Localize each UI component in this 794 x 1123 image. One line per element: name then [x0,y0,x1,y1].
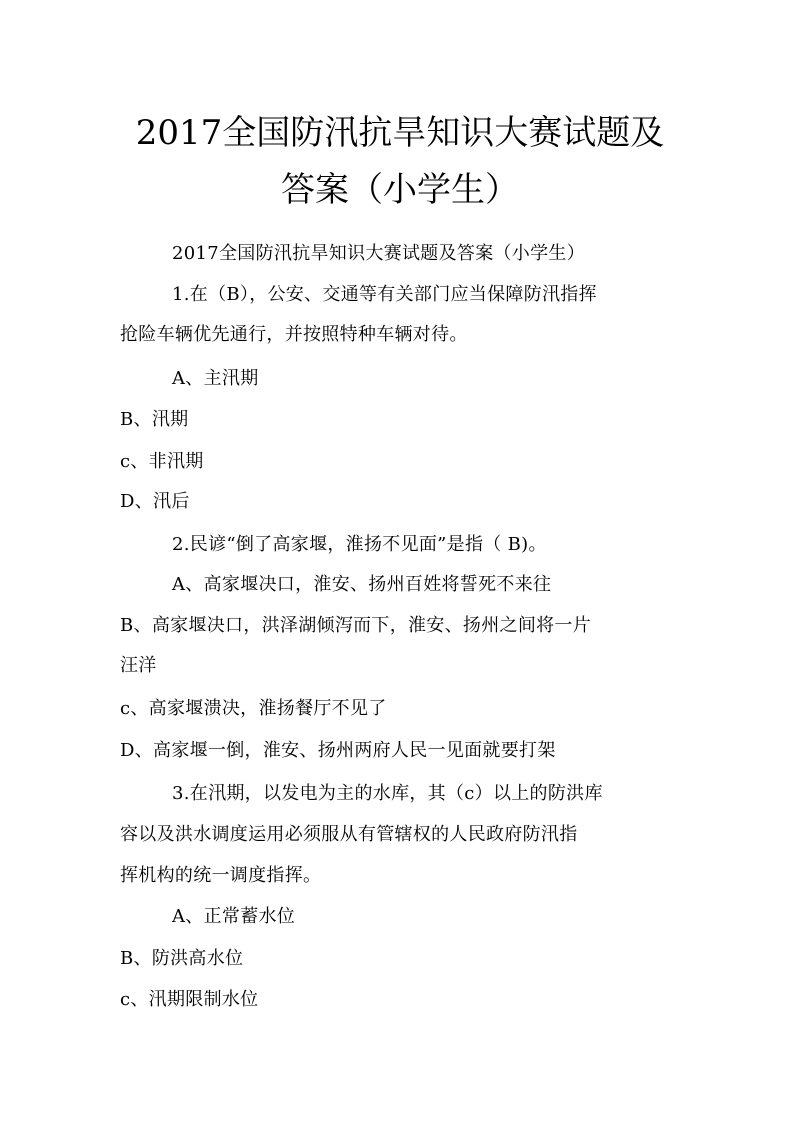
question-1-option-a: A、主汛期 [172,368,259,389]
question-2-text-line-1: 2.民谚“倒了高家堰，淮扬不见面”是指（ B)。 [172,534,547,555]
document-title-line-1: 2017全国防汛抗旱知识大赛试题及 [135,113,665,153]
question-3-text-line-3: 挥机构的统一调度指挥。 [120,865,322,886]
question-1-option-d: D、汛后 [120,491,190,512]
question-3-option-a: A、正常蓄水位 [172,906,296,927]
document-subtitle: 2017全国防汛抗旱知识大赛试题及答案（小学生） [172,243,586,264]
question-3-option-c: c、汛期限制水位 [120,989,259,1010]
question-2-option-b-cont: 汪洋 [120,655,157,676]
question-2-option-a: A、高家堰决口，淮安、扬州百姓将誓死不来往 [172,574,552,595]
question-3-text-line-1: 3.在汛期，以发电为主的水库，其（c）以上的防洪库 [172,783,603,804]
question-2-option-d: D、高家堰一倒，淮安、扬州两府人民一见面就要打架 [120,740,556,761]
question-3-option-b: B、防洪高水位 [120,948,244,969]
question-3-text-line-2: 容以及洪水调度运用必须服从有管辖权的人民政府防汛指 [120,824,578,845]
question-2-option-c: c、高家堰溃决，淮扬餐厅不见了 [120,698,387,719]
question-1-option-c: c、非汛期 [120,451,204,472]
question-1-text-line-2: 抢险车辆优先通行，并按照特种车辆对待。 [120,324,468,345]
question-2-option-b: B、高家堰决口，洪泽湖倾泻而下，淮安、扬州之间将一片 [120,615,592,636]
document-title-line-2: 答案（小学生） [281,170,519,210]
question-1-text-line-1: 1.在（B），公安、交通等有关部门应当保障防汛指挥 [172,284,597,305]
question-1-option-b: B、汛期 [120,409,189,430]
